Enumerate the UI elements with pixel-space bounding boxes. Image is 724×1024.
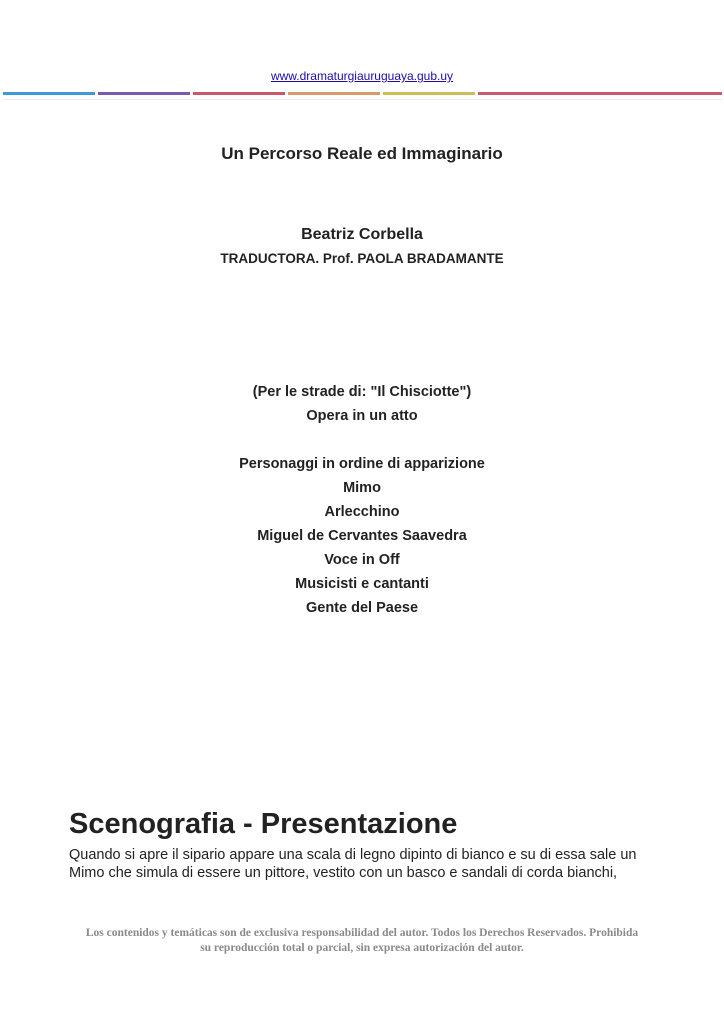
header-divider xyxy=(3,99,722,100)
cast-member: Miguel de Cervantes Saavedra xyxy=(257,528,467,544)
cast-member: Voce in Off xyxy=(324,552,400,568)
cast-member: Arlecchino xyxy=(324,504,400,520)
section-heading: Scenografia - Presentazione xyxy=(69,808,458,840)
cast-heading: Personaggi in ordine di apparizione xyxy=(239,456,485,472)
play-subtitle: (Per le strade di: "Il Chisciotte") xyxy=(252,384,472,400)
color-bar-segment xyxy=(98,92,190,95)
color-bar-segment xyxy=(193,92,285,95)
site-header xyxy=(0,69,724,84)
footer-disclaimer xyxy=(62,926,662,956)
author-name: Beatriz Corbella xyxy=(301,226,423,243)
play-genre: Opera in un atto xyxy=(306,408,418,424)
cast-member: Gente del Paese xyxy=(305,600,419,616)
play-title: Un Percorso Reale ed Immaginario xyxy=(221,144,503,163)
color-bar xyxy=(3,92,722,96)
footer-line: Los contenidos y temáticas son de exclusiva responsabilidad del autor. Todos los Derechos Reservados. Prohibida xyxy=(85,927,639,939)
cast-member: Mimo xyxy=(343,480,381,496)
footer-line: su reproducción total o parcial, sin expresa autorización del autor. xyxy=(200,942,524,954)
color-bar-segment xyxy=(3,92,95,95)
section-paragraph: Quando si apre il sipario appare una scala di legno dipinto di bianco e su di essa sale un Mimo che simula di essere un pittore, vestito con un basco e sandali di corda bianchi, xyxy=(69,847,637,881)
cast-list xyxy=(0,476,724,620)
play-info xyxy=(0,380,724,428)
color-bar-segment xyxy=(478,92,722,95)
color-bar-segment xyxy=(288,92,380,95)
cast-member: Musicisti e cantanti xyxy=(295,576,429,592)
site-link[interactable]: www.dramaturgiauruguaya.gub.uy xyxy=(270,69,454,83)
color-bar-segment xyxy=(383,92,475,95)
translator-credit: TRADUCTORA. Prof. PAOLA BRADAMANTE xyxy=(220,251,504,266)
